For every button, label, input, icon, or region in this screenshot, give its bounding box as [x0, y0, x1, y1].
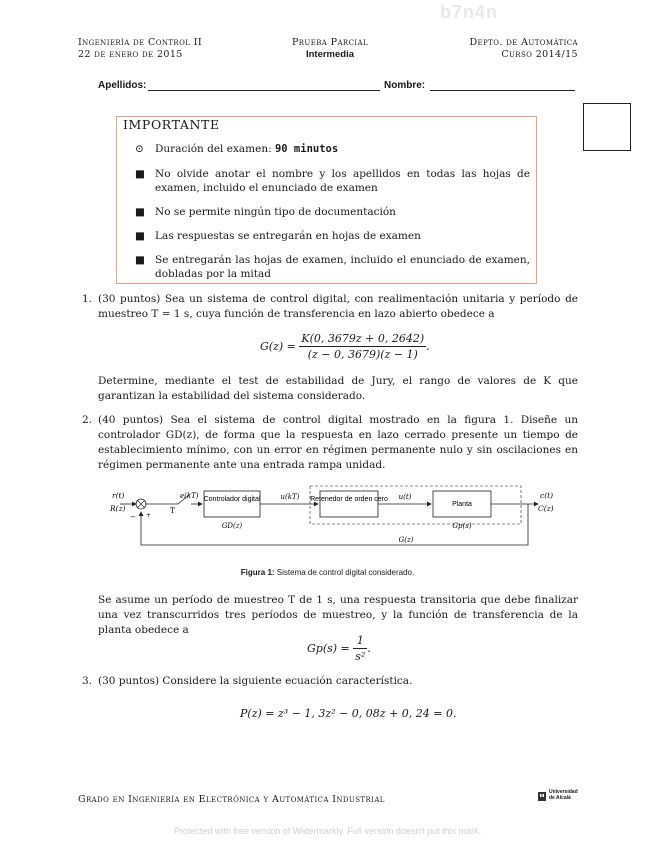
important-item: No se permite ningún tipo de documentación [155, 206, 396, 218]
name-label: Nombre: [384, 80, 426, 91]
university-name: Universidad de Alcalá [549, 789, 578, 801]
header-exam-type: Prueba Parcial [291, 37, 369, 48]
q1-number: 1. [82, 293, 93, 305]
name-field[interactable] [430, 90, 575, 91]
e-label: e(kT) [180, 492, 199, 500]
warning-icon: ■ [135, 206, 145, 218]
header-exam-subtype: Intermedia [305, 49, 355, 60]
q2-assumptions: Se asume un período de muestreo T de 1 s, una respuesta transitoria que debe finalizar una vez transcurridos tres períodos de muestreo, y la función de transferencia de la planta obedece a [98, 594, 578, 636]
q1-task: Determine, mediante el test de estabilidad de Jury, el rango de valores de K que garantizan la estabilidad del sistema considerado. [98, 375, 578, 402]
gd-label: GD(z) [221, 522, 243, 530]
header-department: Depto. de Automática [469, 37, 578, 48]
footer-degree: Grado en Ingeniería en Electrónica y Automática Industrial [78, 794, 385, 805]
u-label: u(kT) [280, 493, 300, 501]
controller-block [204, 491, 260, 517]
r-z-label: R(z) [110, 504, 126, 513]
important-box [116, 116, 537, 284]
q3-statement: (30 puntos) Considere la siguiente ecuación característica. [98, 675, 413, 687]
q3-equation: P(z) = z³ − 1, 3z² − 0, 08z + 0, 24 = 0. [240, 707, 457, 720]
sum-plus: + [146, 512, 152, 519]
q2-equation: Gp(s) = $\frac{1}{\text{s²}}$ . [307, 634, 371, 663]
duration-text: Duración del examen: 90 minutos [155, 143, 339, 155]
grade-box[interactable] [583, 103, 631, 151]
ut-label: u(t) [398, 493, 412, 501]
important-title: IMPORTANTE [123, 117, 220, 132]
important-item: No olvide anotar el nombre y los apellidos en todas las hojas de examen, incluido el enunciado de examen [155, 168, 530, 194]
header-date: 22 de enero de 2015 [78, 49, 183, 60]
warning-icon: ■ [135, 168, 145, 180]
block-diagram [100, 482, 560, 550]
watermark-top: b7n4n [440, 2, 499, 22]
period-label: T [170, 506, 176, 515]
c-z-label: C(z) [538, 504, 554, 513]
q1-statement: (30 puntos) Sea un sistema de control digital, con realimentación unitaria y período de muestreo T = 1 s, cuya función de transferencia en lazo abierto obedece a [98, 293, 578, 320]
zoh-block [320, 491, 378, 517]
surname-label: Apellidos: [98, 80, 147, 91]
header-academic-year: Curso 2014/15 [501, 49, 578, 60]
q2-statement: (40 puntos) Sea el sistema de control digital mostrado en la figura 1. Diseñe un controlador GD(z), de forma que la respuesta en lazo cerrado presente un tiempo de establecimiento mínimo, con un error en régimen permanente nulo y sin oscilaciones en régimen permanente ante una entrada rampa unidad. [98, 414, 578, 471]
university-logo-icon [537, 790, 547, 802]
q2-number: 2. [82, 414, 93, 426]
clock-icon: ⊙ [135, 143, 144, 155]
figure-caption: Figura 1: Sistema de control digital considerado. [240, 568, 415, 577]
c-label: c(t) [540, 491, 554, 500]
surname-field[interactable] [148, 90, 380, 91]
q1-equation: G(z) = $\frac{K(0, 3679z + 0, 2642)}{(z - 0, 3679)(z - 1)}$ . [260, 332, 430, 361]
q3-number: 3. [82, 675, 93, 687]
controller-label: Controlador digital [203, 496, 261, 503]
zoh-label: Retenedor de orden cero [310, 496, 388, 503]
header-course: Ingeniería de Control II [78, 37, 203, 48]
important-item: Las respuestas se entregarán en hojas de examen [155, 230, 421, 242]
g-label: G(z) [398, 536, 414, 544]
r-label: r(t) [112, 491, 125, 500]
warning-icon: ■ [135, 230, 145, 242]
watermark-bottom: Protected with free version of Watermarkly. Full version doesn't put this mark. [173, 826, 482, 836]
important-item: Se entregarán las hojas de examen, incluido el enunciado de examen, dobladas por la mitad [155, 254, 530, 280]
gp-label: Gp(s) [452, 522, 472, 530]
plant-label: Planta [452, 501, 472, 508]
sum-minus: − [130, 513, 136, 521]
warning-icon: ■ [135, 254, 145, 266]
